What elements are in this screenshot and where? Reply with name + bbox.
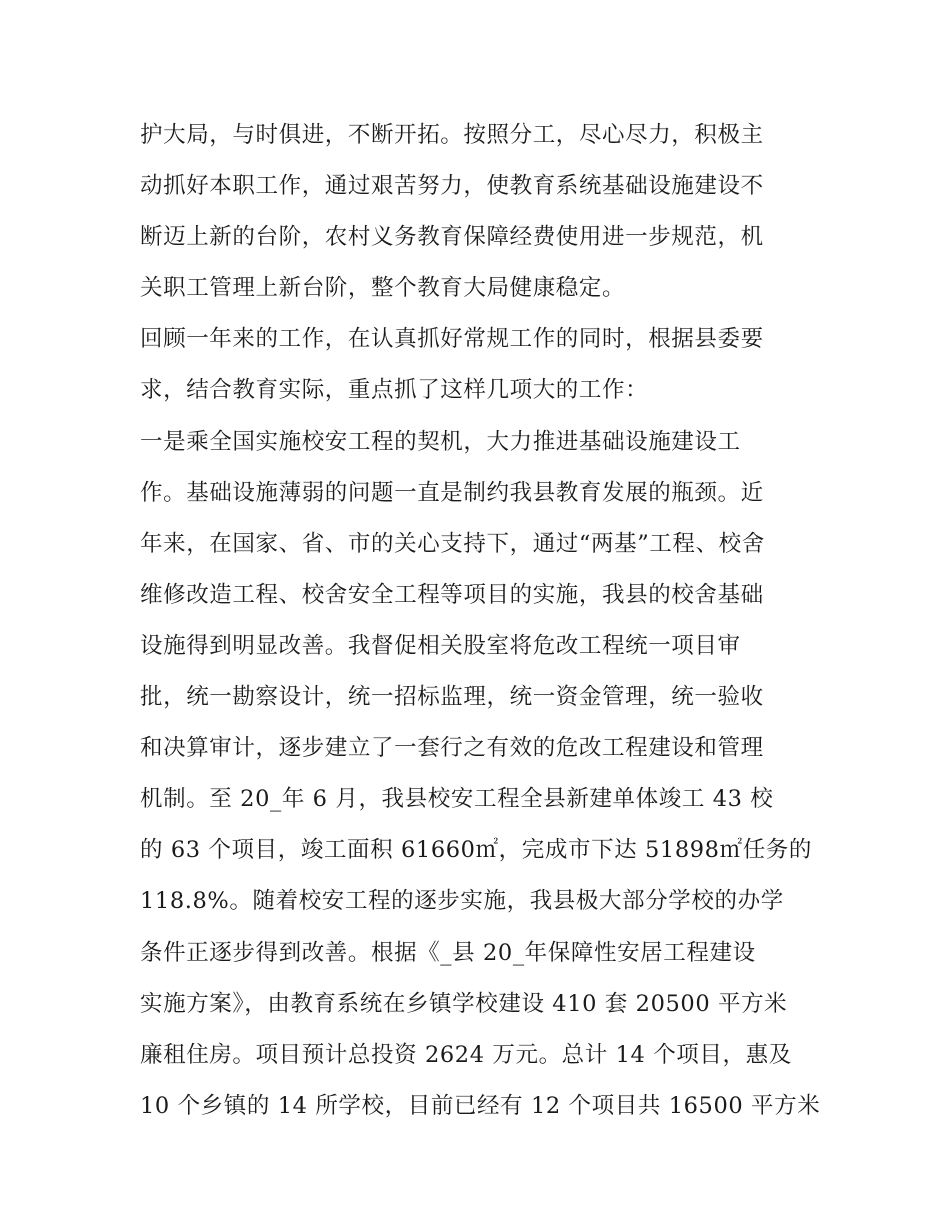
text-line: 实施方案》，由教育系统在乡镇学校建设 410 套 20500 平方米 xyxy=(140,990,788,1017)
text-line: 动抓好本职工作，通过艰苦努力，使教育系统基础设施建设不 xyxy=(140,173,764,200)
text-line: 的 63 个项目，竣工面积 61660㎡，完成市下达 51898㎡任务的 xyxy=(140,837,812,864)
text-line: 机制。至 20_年 6 月，我县校安工程全县新建单体竣工 43 校 xyxy=(140,786,774,813)
text-line: 回顾一年来的工作，在认真抓好常规工作的同时，根据县委要 xyxy=(140,326,764,353)
text-line: 10 个乡镇的 14 所学校，目前已经有 12 个项目共 16500 平方米 xyxy=(140,1092,821,1119)
text-line: 护大局，与时俱进，不断开拓。按照分工，尽心尽力，积极主 xyxy=(140,122,764,148)
text-line: 条件正逐步得到改善。根据《_县 20_年保障性安居工程建设 xyxy=(140,939,756,966)
text-line: 作。基础设施薄弱的问题一直是制约我县教育发展的瓶颈。近 xyxy=(140,479,764,506)
body-text xyxy=(140,110,820,1132)
text-line: 求，结合教育实际，重点抓了这样几项大的工作： xyxy=(140,377,649,404)
text-line: 廉租住房。项目预计总投资 2624 万元。总计 14 个项目，惠及 xyxy=(140,1041,792,1068)
text-line: 118.8%。随着校安工程的逐步实施，我县极大部分学校的办学 xyxy=(140,888,784,915)
text-line: 一是乘全国实施校安工程的契机，大力推进基础设施建设工 xyxy=(140,428,741,455)
text-line: 断迈上新的台阶，农村义务教育保障经费使用进一步规范，机 xyxy=(140,224,764,251)
text-line: 批，统一勘察设计，统一招标监理，统一资金管理，统一验收 xyxy=(140,684,764,711)
text-line: 和决算审计，逐步建立了一套行之有效的危改工程建设和管理 xyxy=(140,735,764,762)
text-line: 维修改造工程、校舍安全工程等项目的实施，我县的校舍基础 xyxy=(140,581,764,608)
text-line: 关职工管理上新台阶，整个教育大局健康稳定。 xyxy=(140,275,626,302)
text-line: 设施得到明显改善。我督促相关股室将危改工程统一项目审 xyxy=(140,632,741,659)
text-line: 年来，在国家、省、市的关心支持下，通过“两基”工程、校舍 xyxy=(140,530,765,557)
